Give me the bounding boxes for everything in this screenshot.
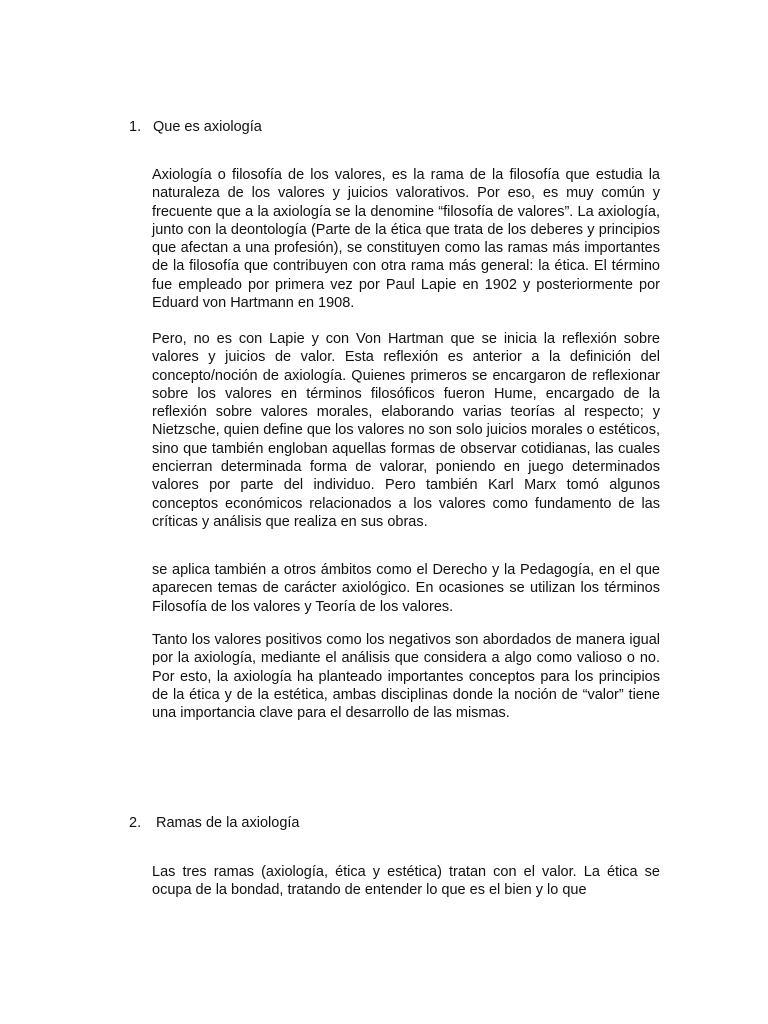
paragraph: Tanto los valores positivos como los negativos son abordados de manera igual por la axiología, mediante el análisis que considera a algo como valioso o no. Por esto, la axiología ha planteado importantes conceptos para los principios de la ética y de la estética, ambas disciplinas donde la noción de “valor” tiene una importancia clave para el desarrollo de las mismas. [152, 632, 660, 722]
section-heading-2 [129, 814, 299, 832]
section-number: 1. [129, 119, 142, 135]
section-title: Ramas de la axiología [156, 815, 300, 831]
paragraph: Las tres ramas (axiología, ética y estética) tratan con el valor. La ética se ocupa de la bondad, tratando de entender lo que es el bien y lo que [152, 864, 660, 899]
section-title: Que es axiología [153, 119, 262, 135]
section-number: 2. [129, 815, 142, 831]
paragraph: Axiología o filosofía de los valores, es la rama de la filosofía que estudia la naturaleza de los valores y juicios valorativos. Por eso, es muy común y frecuente que a la axiología se la denomine “filosofía de valores”. La axiología, junto con la deontología (Parte de la ética que trata de los deberes y principios que afectan a una profesión), se constituyen como las ramas más importantes de la filosofía que contribuyen con otra rama más general: la ética. El término fue empleado por primera vez por Paul Lapie en 1902 y posteriormente por Eduard von Hartmann en 1908. [152, 167, 660, 312]
paragraph: Pero, no es con Lapie y con Von Hartman que se inicia la reflexión sobre valores y juicios de valor. Esta reflexión es anterior a la definición del concepto/noción de axiología. Quienes primeros se encargaron de reflexionar sobre los valores en términos filosóficos fueron Hume, encargado de la reflexión sobre valores morales, elaborando varias teorías al respecto; y Nietzsche, quien define que los valores no son solo juicios morales o estéticos, sino que también engloban aquellas formas de observar cotidianas, las cuales encierran determinada forma de valorar, poniendo en juego determinados valores por parte del individuo. Pero también Karl Marx tomó algunos conceptos económicos relacionados a los valores como fundamento de las críticas y análisis que realiza en sus obras. [152, 331, 660, 530]
section-heading-1 [129, 118, 262, 136]
paragraph: se aplica también a otros ámbitos como el Derecho y la Pedagogía, en el que aparecen temas de carácter axiológico. En ocasiones se utilizan los términos Filosofía de los valores y Teoría de los valores. [152, 562, 660, 615]
